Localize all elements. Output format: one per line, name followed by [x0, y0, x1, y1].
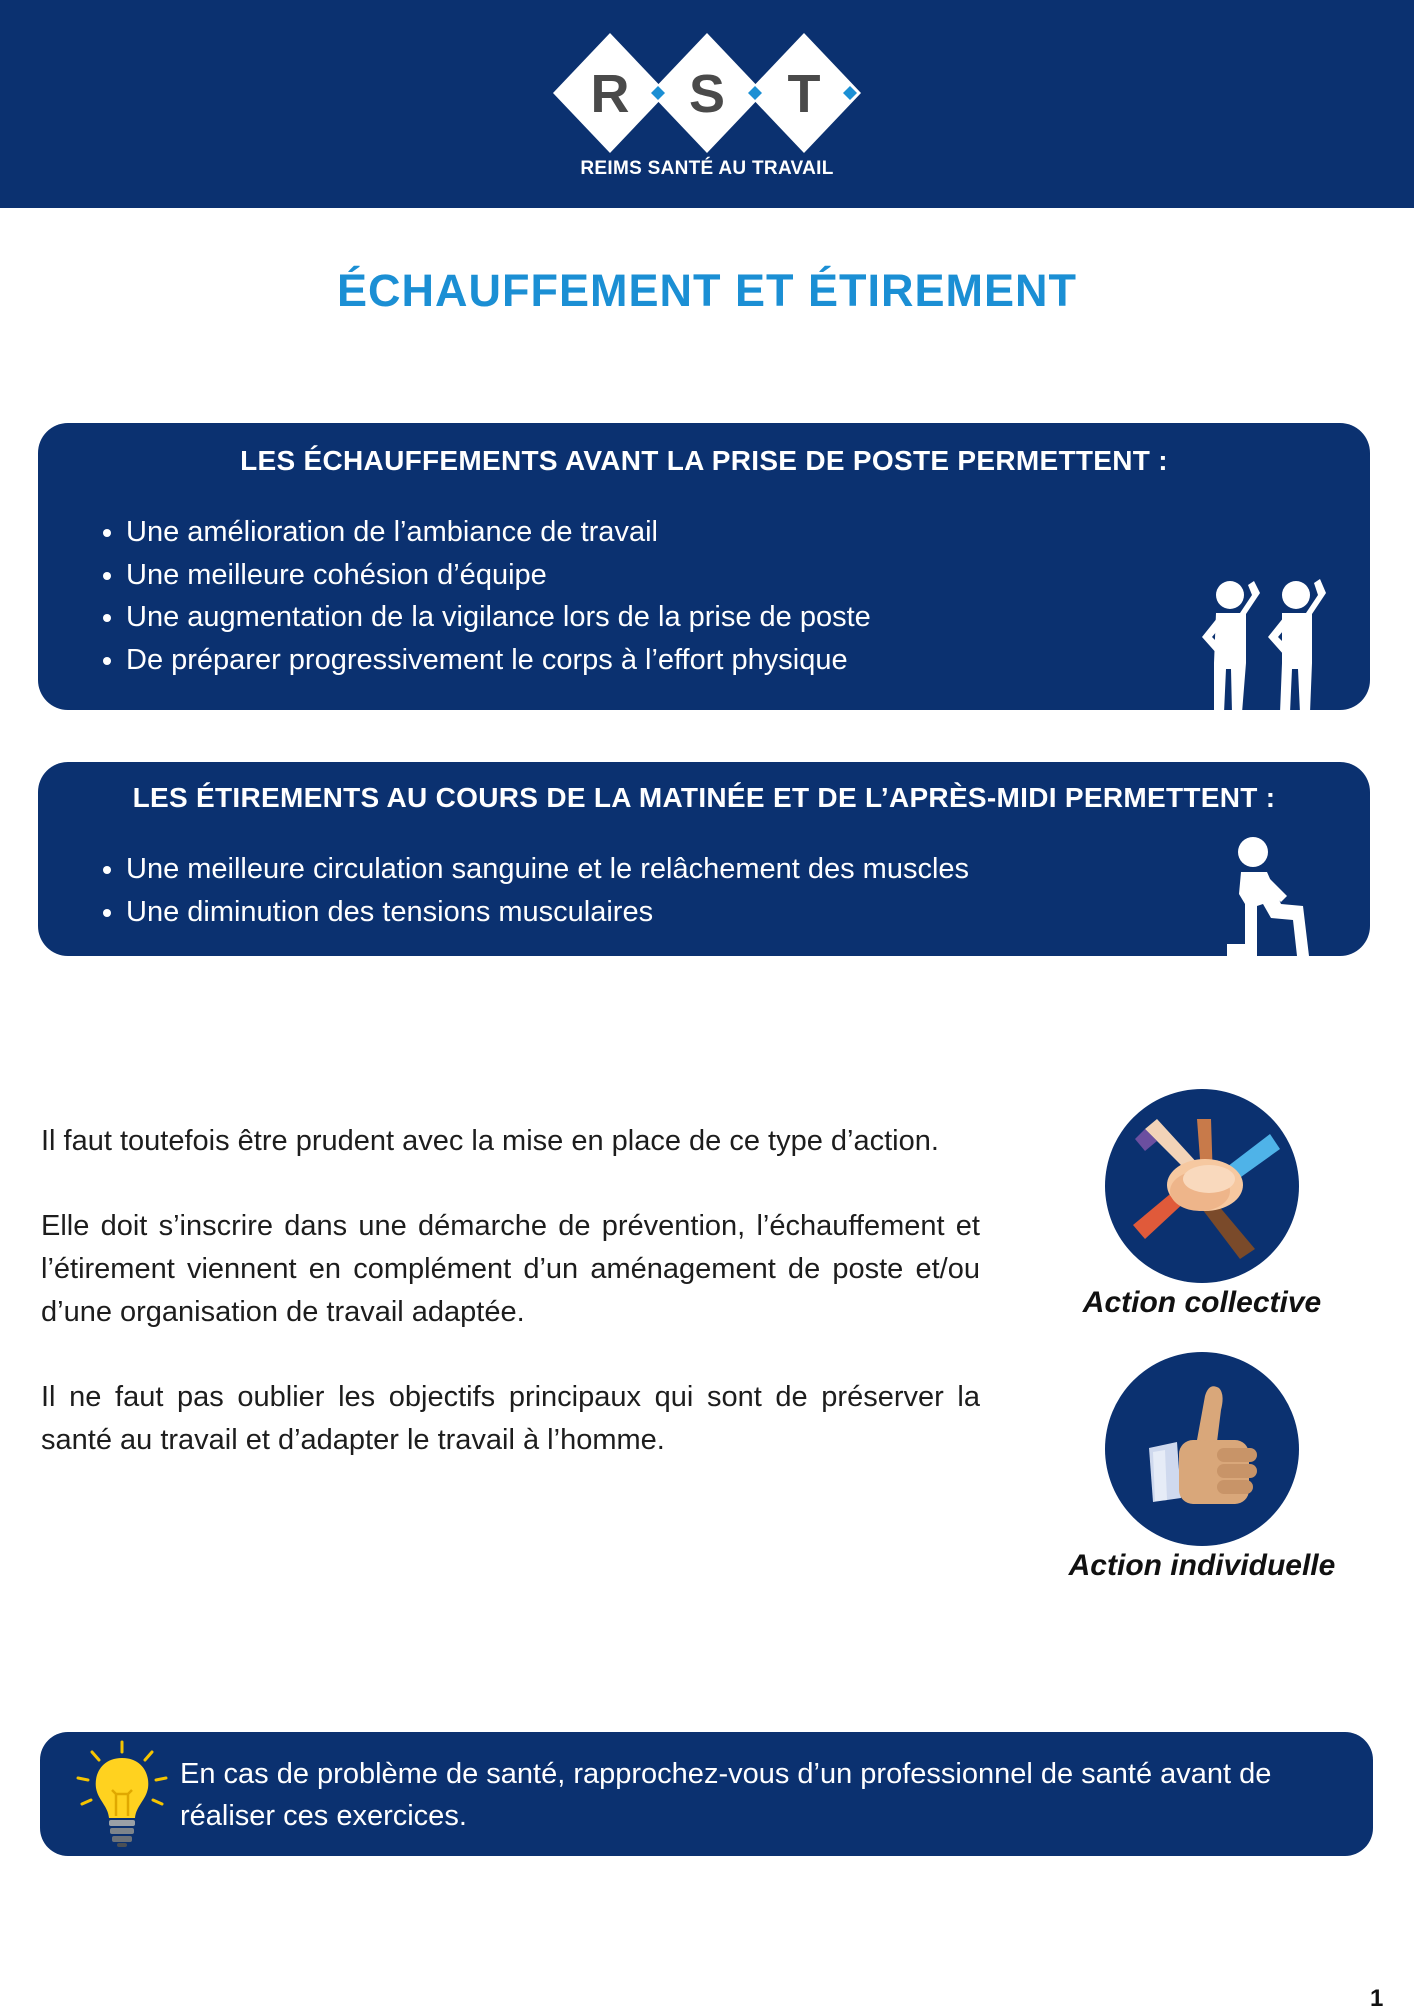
- list-item: • Une augmentation de la vigilance lors de la prise de poste: [126, 596, 871, 639]
- stacked-hands-icon: [1105, 1089, 1299, 1283]
- page-number: 1: [1370, 1985, 1384, 2012]
- individual-action-label: Action individuelle: [1068, 1549, 1336, 1582]
- logo-subtitle: REIMS SANTÉ AU TRAVAIL: [580, 158, 834, 179]
- list-item: • Une meilleure circulation sanguine et le relâchement des muscles: [126, 848, 969, 891]
- warmup-list: [98, 511, 871, 681]
- logo-letter-t: T: [787, 64, 821, 124]
- rst-logo: [550, 28, 864, 158]
- logo-letter-s: S: [688, 64, 726, 124]
- body-text: [41, 1120, 980, 1504]
- list-item: • Une amélioration de l’ambiance de travail: [126, 511, 871, 554]
- thumbs-up-icon: [1105, 1352, 1299, 1546]
- warmup-heading: LES ÉCHAUFFEMENTS AVANT LA PRISE DE POSTE PERMETTENT :: [240, 445, 1168, 476]
- warmup-panel: [38, 423, 1370, 710]
- stretching-list: [98, 848, 969, 933]
- body-paragraph: Elle doit s’inscrire dans une démarche de prévention, l’échauffement et l’étirement viennent en complément d’un aménagement de poste et/ou d’une organisation de travail adaptée.: [41, 1210, 980, 1328]
- body-paragraph: Il faut toutefois être prudent avec la mise en place de ce type d’action.: [41, 1125, 939, 1157]
- collective-action-circle: [1105, 1089, 1299, 1283]
- list-item: • Une meilleure cohésion d’équipe: [126, 554, 871, 597]
- stretching-panel: [38, 762, 1370, 956]
- list-item: • De préparer progressivement le corps à l’effort physique: [126, 639, 871, 682]
- lightbulb-icon: [72, 1740, 172, 1850]
- header-banner: [0, 0, 1414, 208]
- logo-letter-r: R: [590, 64, 630, 124]
- stretching-heading: LES ÉTIREMENTS AU COURS DE LA MATINÉE ET DE L’APRÈS-MIDI PERMETTENT :: [132, 782, 1276, 813]
- health-tip-text: En cas de problème de santé, rapprochez-vous d’un professionnel de santé avant de réaliser ces exercices.: [180, 1758, 1272, 1832]
- person-stretching-icon: [1223, 834, 1343, 956]
- individual-action-circle: [1105, 1352, 1299, 1546]
- two-people-exercising-icon: [1188, 573, 1358, 710]
- page-title: ÉCHAUFFEMENT ET ÉTIREMENT: [337, 265, 1077, 316]
- health-tip-panel: [40, 1732, 1373, 1856]
- body-paragraph: Il ne faut pas oublier les objectifs principaux qui sont de préserver la santé au travail et d’adapter le travail à l’homme.: [41, 1381, 980, 1456]
- list-item: • Une diminution des tensions musculaires: [126, 891, 969, 934]
- collective-action-label: Action collective: [1082, 1286, 1322, 1319]
